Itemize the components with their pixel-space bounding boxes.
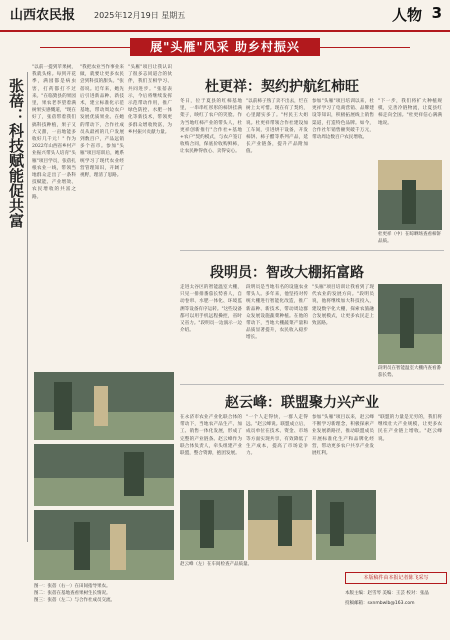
story2-caption: 杜更祥（中）在晾晒场查看柿饼品质。 bbox=[378, 232, 441, 244]
story2-column-4: "下一步，我们将扩大种植规模，完善冷链物流，让夏县红柿走向全国。"杜更祥信心满满地说。 bbox=[378, 99, 442, 126]
story3-photo bbox=[378, 284, 442, 364]
story2-column-1: 冬日，位于夏县的红柿基地里，一串串红彤彤的柿饼挂满架子，映红了农户的笑脸。作为当地红柿产业的带头人，杜更祥创新推行"合作社+基地+农户"契约模式，与农户签订收购合同，保底价收购鲜柿，让农民种得放心、卖得安心。 bbox=[180, 99, 242, 155]
story4-column-2: "一个人走得快，一群人走得远。"赵云峰说。联盟成立后，成员单位在技术、资金、市场等方面实现共享，有效降低了生产成本，提高了市场竞争力。 bbox=[246, 415, 308, 457]
banner-rule-right bbox=[320, 47, 410, 48]
story2-column-2: "以前柿子熟了卖不出去，烂在树上太可惜。现在有了契约，心里踏实多了。"村民王大姐说。杜更祥带领合作社建设加工车间，引进烘干设备，开发柿饼、柿子醋等系列产品，延长产业链条，提升产品附加值。 bbox=[246, 99, 308, 155]
story1-caption-1: 图一：张蓓（右一）在田间指导果农。 bbox=[34, 584, 111, 589]
story1-column-3: "头雁"项目让我认识了很多志同道合的伙伴，我们互相学习、共同进步。"张蓓表示，今后将继续发挥示范带动作用，推广绿色防控、水肥一体化等新技术，带领更多群众增收致富，为乡村振兴贡献力量。 bbox=[128, 65, 172, 135]
story1-photo-2 bbox=[34, 444, 174, 506]
story4-caption: 赵云峰（左）在车间检查产品质量。 bbox=[180, 562, 252, 567]
story3-column-2: 段明员是当地有名的设施农业带头人。多年来，他坚持对传统大棚进行智能化改造，推广新品种、新技术，带动周边群众发展设施蔬菜种植。在他的带动下，当地大棚蔬菜产量和品质显著提升，农民收入稳步增长。 bbox=[246, 285, 308, 341]
page-number: 3 bbox=[431, 4, 442, 22]
story4-photo-1 bbox=[180, 490, 244, 560]
footer-info bbox=[345, 572, 445, 634]
issue-date: 2025年12月19日 星期五 bbox=[94, 11, 186, 20]
story4-column-1: 在永济市农业产业化联合体的带动下，当地农产品生产、加工、销售一体化发展，形成了完整的产业链条。赵云峰作为联合体负责人，牵头组建产业联盟，整合资源，抱团发展。 bbox=[180, 415, 242, 457]
masthead bbox=[0, 0, 450, 32]
story2-headline: 杜更祥：契约护航红柿旺 bbox=[205, 79, 359, 95]
editor-credits: 本版主编：赵雪琴 美编：王芸 校对：张晶 bbox=[345, 591, 429, 596]
story1-column-2: "我把农业当作事业来做，就要让更多农民尝到科技的甜头。"张蓓说。近年来，她先后引进新品种、新技术，建立标准化示范基地，带动周边农户发展优质果业。在她的带动下，合作社成员从最初的几户发展到数百户，产品远销多个省市。参加"头雁"项目培训后，她系统学习了现代农业经营管理知识，开阔了视野，理清了思路。 bbox=[80, 65, 124, 179]
story3-headline: 段明员：智改大棚拓富路 bbox=[210, 265, 364, 281]
story1-vertical-headline: 张蓓：科技赋能促共富 bbox=[7, 78, 25, 228]
submission-email: 投稿邮箱：sxnmbwlb@163.com bbox=[345, 601, 415, 606]
story4-photo-2 bbox=[248, 490, 312, 560]
story2-photo bbox=[378, 160, 442, 230]
newspaper-logo: 山西农民报 bbox=[10, 8, 76, 23]
reporter-credit: 本版稿件由本报记者陈飞采写 bbox=[345, 572, 447, 584]
section-divider bbox=[180, 250, 444, 251]
story1-caption-2: 图二：张蓓在基地查看果树生长情况。 bbox=[34, 591, 111, 596]
page-banner: 展"头雁"风采 助乡村振兴 bbox=[130, 38, 320, 56]
story1-column-1: "以前一提到苹果树，我就头疼。每到开花季，满园都是病虫害，打药都打不过来。"在临猗县的果园里，果农老李望着满树果实感慨道，"现在好了，张蓓带着我们搞科技种植，果子又大又甜，一亩地能多收好几千元！" 作为2022年山西省乡村产业振兴带头人培育"头雁"项目学员，张蓓扎根农业一线，带领当地群众走出了一条科技赋能、产业增效、农民增收的共富之路。 bbox=[32, 65, 76, 200]
story1-photo-1 bbox=[34, 372, 174, 440]
story4-column-4: "联盟的力量是无穷的，我们将继续壮大产业规模，让更多农民在产业链上增收。"赵云峰说。 bbox=[378, 415, 442, 442]
column-divider bbox=[27, 72, 28, 542]
story3-column-3: "头雁"项目培训让我看到了现代农业的发展方向。"段明员说，他将继续加大科技投入，建设数字化大棚，探索农旅融合发展模式，让更多农民走上致富路。 bbox=[312, 285, 374, 327]
story4-column-3: 参加"头雁"项目以来，赵云峰不断学习新理念，积极探索产业发展新路径，推动联盟成员开展标准化生产和品牌化经营，带动更多农户共享产业发展红利。 bbox=[312, 415, 374, 457]
story4-photo-3 bbox=[316, 490, 376, 560]
section-divider bbox=[180, 384, 444, 385]
story3-column-1: 走进太谷区的智能温室大棚，只见一排排番茄长势喜人，自动卷帘、水肥一体化、环境监测等设备有序运转。"这些设备都可以用手机远程操控，省时又省力。"段明员一边演示一边介绍。 bbox=[180, 285, 242, 334]
banner-rule-left bbox=[40, 47, 130, 48]
story1-caption-3: 图三：张蓓（左二）与合作社成员交流。 bbox=[34, 598, 115, 603]
section-title: 人物 bbox=[391, 6, 422, 24]
story1-photo-3 bbox=[34, 510, 174, 580]
story2-column-3: 参加"头雁"项目培训以来，杜更祥学习了电商营销、品牌建设等知识，积极拓展线上销售渠道，打造特色品牌。如今，合作社年销售额突破千万元，带动周边数百户农民增收。 bbox=[312, 99, 374, 141]
story4-headline: 赵云峰：联盟聚力兴产业 bbox=[225, 395, 379, 411]
story3-caption: 段明员在智能温室大棚内查看番茄长势。 bbox=[378, 366, 441, 378]
